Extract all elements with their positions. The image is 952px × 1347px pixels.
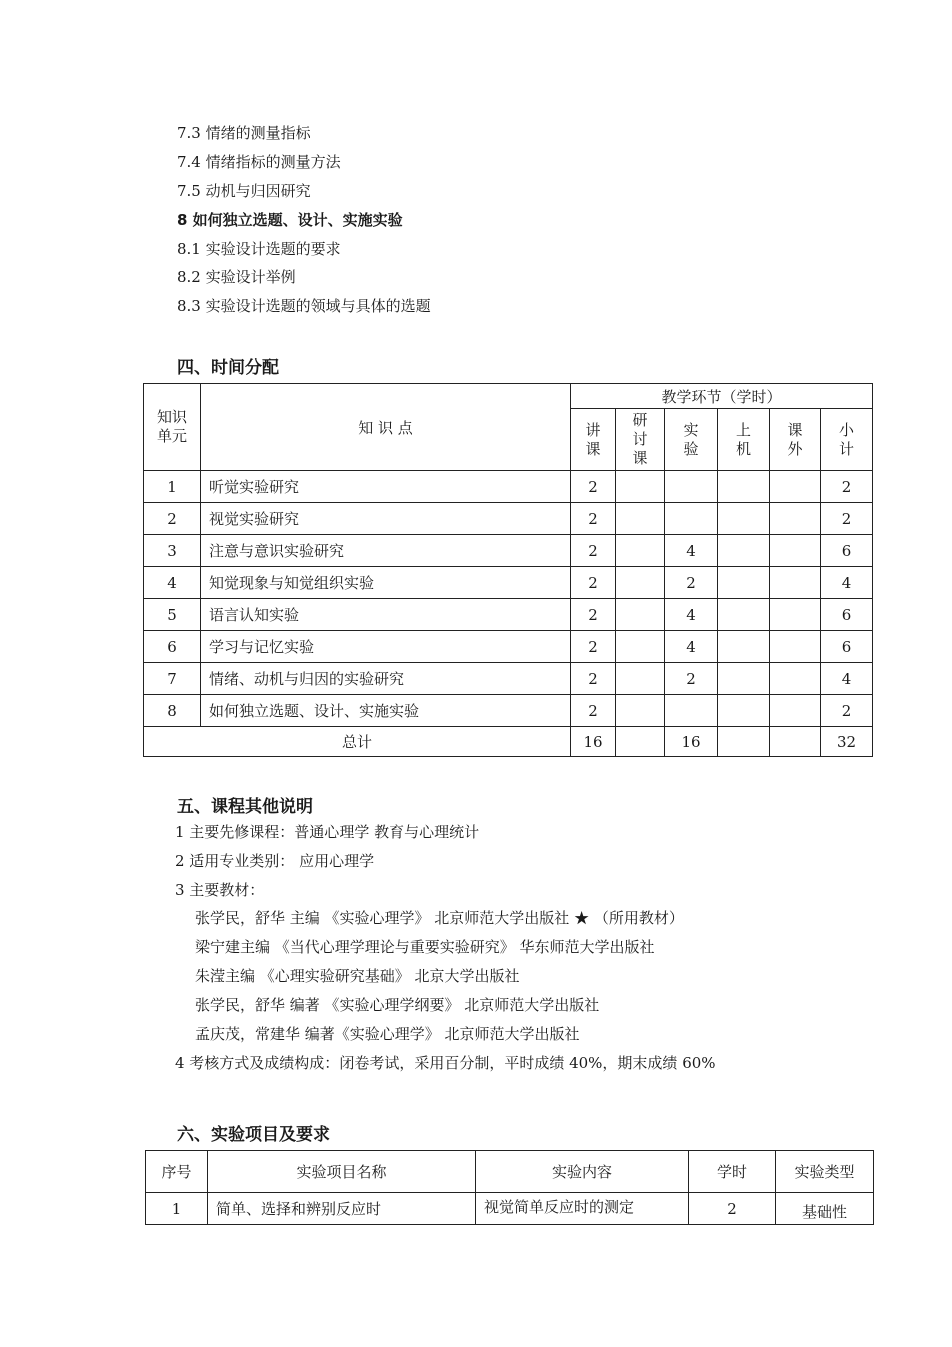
cell-subtotal: 6 <box>821 535 873 567</box>
cell-computer <box>718 663 770 695</box>
header-outside: 课外 <box>770 409 821 471</box>
header-lab: 实验 <box>665 409 718 471</box>
cell-lab: 2 <box>665 663 718 695</box>
cell-outside <box>770 503 821 535</box>
outline-line: 8.2 实验设计举例 <box>177 268 296 286</box>
header-teaching-stage: 教学环节（学时） <box>571 384 873 409</box>
cell-outside <box>770 695 821 727</box>
cell-point: 如何独立选题、设计、实施实验 <box>201 695 571 727</box>
cell-total-subtotal: 32 <box>821 727 873 757</box>
cell-lecture: 2 <box>571 471 616 503</box>
cell-total-lecture: 16 <box>571 727 616 757</box>
cell-unit: 2 <box>144 503 201 535</box>
cell-subtotal: 6 <box>821 599 873 631</box>
table-row <box>144 471 873 503</box>
cell-point: 听觉实验研究 <box>201 471 571 503</box>
cell-lab: 4 <box>665 631 718 663</box>
header-computer: 上机 <box>718 409 770 471</box>
cell-lecture: 2 <box>571 503 616 535</box>
outline-line: 8.1 实验设计选题的要求 <box>177 240 341 258</box>
cell-lab <box>665 471 718 503</box>
cell-unit: 4 <box>144 567 201 599</box>
cell-point: 情绪、动机与归因的实验研究 <box>201 663 571 695</box>
textbook-item: 张学民，舒华 主编 《实验心理学》 北京师范大学出版社 ★ （所用教材） <box>195 909 684 927</box>
cell-experiment-name: 简单、选择和辨别反应时 <box>208 1193 476 1225</box>
cell-lecture: 2 <box>571 599 616 631</box>
cell-seminar <box>616 471 665 503</box>
cell-lecture: 2 <box>571 631 616 663</box>
cell-outside <box>770 663 821 695</box>
textbook-item: 孟庆茂，常建华 编著《实验心理学》 北京师范大学出版社 <box>195 1025 580 1043</box>
cell-outside <box>770 567 821 599</box>
header-experiment-content: 实验内容 <box>476 1151 689 1193</box>
cell-outside <box>770 471 821 503</box>
cell-experiment-content: 视觉简单反应时的测定 <box>476 1193 689 1225</box>
cell-subtotal: 4 <box>821 567 873 599</box>
cell-lecture: 2 <box>571 567 616 599</box>
cell-subtotal: 2 <box>821 503 873 535</box>
table-row <box>144 567 873 599</box>
note-textbooks-label: 3 主要教材： <box>175 881 265 899</box>
cell-total-label: 总计 <box>144 727 571 757</box>
cell-seminar <box>616 599 665 631</box>
textbook-item: 朱滢主编 《心理实验研究基础》 北京大学出版社 <box>195 967 520 985</box>
cell-subtotal: 6 <box>821 631 873 663</box>
cell-lab <box>665 503 718 535</box>
cell-unit: 7 <box>144 663 201 695</box>
cell-total-lab: 16 <box>665 727 718 757</box>
table-row <box>146 1193 874 1225</box>
cell-lecture: 2 <box>571 695 616 727</box>
section-heading-course-notes: 五、课程其他说明 <box>177 797 313 817</box>
header-knowledge-point: 知 识 点 <box>201 384 571 471</box>
outline-line: 8.3 实验设计选题的领域与具体的选题 <box>177 297 431 315</box>
cell-outside <box>770 599 821 631</box>
textbook-item: 张学民，舒华 编著 《实验心理学纲要》 北京师范大学出版社 <box>195 996 600 1014</box>
cell-lab <box>665 695 718 727</box>
cell-computer <box>718 631 770 663</box>
cell-outside <box>770 631 821 663</box>
cell-point: 学习与记忆实验 <box>201 631 571 663</box>
section-heading-time-allocation: 四、时间分配 <box>177 358 279 378</box>
cell-unit: 3 <box>144 535 201 567</box>
outline-line: 7.3 情绪的测量指标 <box>177 124 311 142</box>
experiments-table <box>145 1150 874 1225</box>
cell-subtotal: 2 <box>821 695 873 727</box>
header-lecture: 讲课 <box>571 409 616 471</box>
cell-computer <box>718 535 770 567</box>
cell-no: 1 <box>146 1193 208 1225</box>
cell-total-computer <box>718 727 770 757</box>
cell-seminar <box>616 567 665 599</box>
cell-point: 视觉实验研究 <box>201 503 571 535</box>
time-allocation-table <box>143 383 873 757</box>
cell-computer <box>718 695 770 727</box>
note-assessment: 4 考核方式及成绩构成：闭卷考试，采用百分制，平时成绩 40%，期末成绩 60% <box>175 1054 716 1072</box>
header-hours: 学时 <box>689 1151 776 1193</box>
cell-total-seminar <box>616 727 665 757</box>
header-no: 序号 <box>146 1151 208 1193</box>
header-experiment-name: 实验项目名称 <box>208 1151 476 1193</box>
note-prerequisites: 1 主要先修课程：普通心理学 教育与心理统计 <box>175 823 480 841</box>
cell-unit: 8 <box>144 695 201 727</box>
cell-computer <box>718 503 770 535</box>
cell-subtotal: 4 <box>821 663 873 695</box>
section-heading-experiments: 六、实验项目及要求 <box>177 1125 330 1145</box>
cell-outside <box>770 535 821 567</box>
cell-experiment-type: 基础性 <box>776 1193 874 1225</box>
header-experiment-type: 实验类型 <box>776 1151 874 1193</box>
cell-unit: 1 <box>144 471 201 503</box>
cell-lab: 4 <box>665 599 718 631</box>
cell-computer <box>718 599 770 631</box>
table-row <box>144 599 873 631</box>
cell-lecture: 2 <box>571 535 616 567</box>
table-row <box>144 695 873 727</box>
cell-total-outside <box>770 727 821 757</box>
header-knowledge-unit: 知识单元 <box>144 384 201 471</box>
table-row <box>144 535 873 567</box>
header-seminar: 研讨课 <box>616 409 665 471</box>
cell-point: 语言认知实验 <box>201 599 571 631</box>
header-subtotal: 小计 <box>821 409 873 471</box>
cell-seminar <box>616 695 665 727</box>
cell-seminar <box>616 535 665 567</box>
cell-point: 注意与意识实验研究 <box>201 535 571 567</box>
cell-seminar <box>616 663 665 695</box>
note-majors: 2 适用专业类别： 应用心理学 <box>175 852 375 870</box>
cell-unit: 5 <box>144 599 201 631</box>
cell-computer <box>718 471 770 503</box>
cell-unit: 6 <box>144 631 201 663</box>
cell-lecture: 2 <box>571 663 616 695</box>
table-row <box>144 631 873 663</box>
cell-point: 知觉现象与知觉组织实验 <box>201 567 571 599</box>
cell-seminar <box>616 503 665 535</box>
cell-lab: 4 <box>665 535 718 567</box>
table-total-row <box>144 727 873 757</box>
cell-lab: 2 <box>665 567 718 599</box>
textbook-item: 梁宁建主编 《当代心理学理论与重要实验研究》 华东师范大学出版社 <box>195 938 655 956</box>
table-row <box>144 503 873 535</box>
outline-line: 7.4 情绪指标的测量方法 <box>177 153 341 171</box>
cell-computer <box>718 567 770 599</box>
table-row <box>144 663 873 695</box>
cell-subtotal: 2 <box>821 471 873 503</box>
cell-seminar <box>616 631 665 663</box>
cell-hours: 2 <box>689 1193 776 1225</box>
outline-line: 7.5 动机与归因研究 <box>177 182 311 200</box>
outline-chapter-heading: 8 如何独立选题、设计、实施实验 <box>177 211 403 229</box>
